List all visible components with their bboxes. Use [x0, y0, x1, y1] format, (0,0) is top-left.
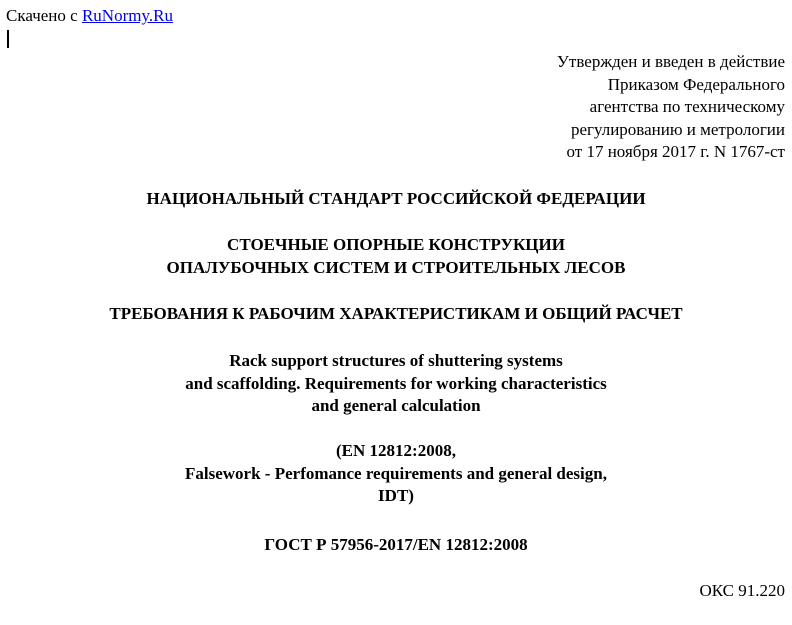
- english-title-line: and scaffolding. Requirements for working characteristics: [185, 373, 607, 393]
- national-standard-heading: [0, 188, 792, 211]
- approval-line: Приказом Федерального: [607, 74, 785, 94]
- european-reference-line: Falsework - Perfomance requirements and general design,: [185, 463, 607, 483]
- european-reference-line: (EN 12812:2008,: [336, 441, 456, 460]
- national-heading-text: НАЦИОНАЛЬНЫЙ СТАНДАРТ РОССИЙСКОЙ ФЕДЕРАЦИИ: [146, 189, 646, 208]
- russian-subtitle: [0, 303, 792, 326]
- approval-block: [557, 51, 785, 164]
- russian-title-line: ОПАЛУБОЧНЫХ СИСТЕМ И СТРОИТЕЛЬНЫХ ЛЕСОВ: [166, 257, 626, 277]
- source-line: [6, 6, 173, 26]
- source-prefix: Скачено с: [6, 6, 82, 25]
- english-title: [0, 350, 792, 418]
- approval-line: Утвержден и введен в действие: [556, 52, 785, 71]
- english-title-line: Rack support structures of shuttering systems: [229, 351, 563, 370]
- runormy-link[interactable]: RuNormy.Ru: [81, 6, 173, 25]
- european-reference: [0, 440, 792, 508]
- approval-line: агентства по техническому: [589, 97, 785, 116]
- standard-designation: [0, 534, 792, 557]
- russian-title-line: СТОЕЧНЫЕ ОПОРНЫЕ КОНСТРУКЦИИ: [227, 235, 565, 254]
- english-title-line: and general calculation: [311, 396, 481, 415]
- approval-line: от 17 ноября 2017 г. N 1767-ст: [566, 142, 785, 161]
- oks-code: ОКС 91.220: [699, 581, 785, 600]
- russian-subtitle-text: ТРЕБОВАНИЯ К РАБОЧИМ ХАРАКТЕРИСТИКАМ И ОБЩИЙ РАСЧЕТ: [109, 304, 683, 323]
- approval-line: регулированию и метрологии: [570, 119, 785, 139]
- russian-title: [0, 234, 792, 279]
- designation-text: ГОСТ Р 57956-2017/EN 12812:2008: [264, 535, 528, 554]
- european-reference-line: IDT): [378, 486, 414, 505]
- text-cursor: [7, 30, 9, 48]
